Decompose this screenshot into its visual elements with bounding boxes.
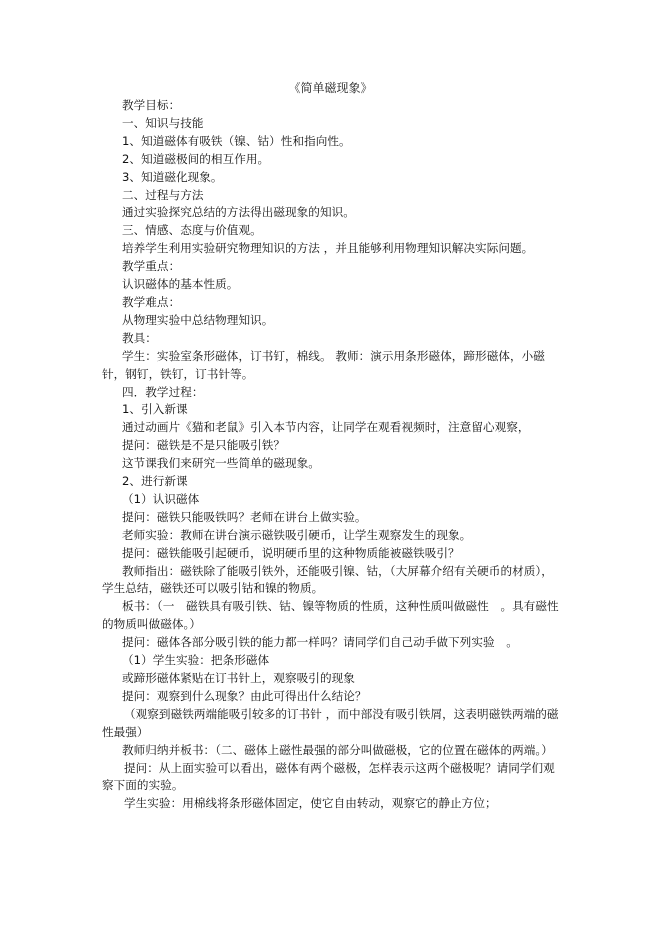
paragraph: 认识磁体的基本性质。 — [122, 277, 239, 292]
paragraph: 四．教学过程： — [122, 384, 204, 399]
paragraph: 3、知道磁化现象。 — [122, 169, 223, 184]
paragraph: 三、情感、态度与价值观。 — [122, 223, 262, 238]
paragraph: 提问：观察到什么现象？由此可得出什么结论？ — [122, 688, 367, 703]
paragraph: 通过动画片《猫和老鼠》引入本节内容，让同学在观看视频时，注意留心观察， — [122, 420, 530, 435]
paragraph: 1、引入新课 — [122, 402, 188, 417]
paragraph: （1）认识磁体 — [122, 491, 200, 506]
paragraph: 教师归纳并板书：（二、磁体上磁性最强的部分叫做磁极，它的位置在磁体的两端。） — [122, 742, 553, 757]
paragraph: 从物理实验中总结物理知识。 — [122, 312, 274, 327]
paragraph: 教学目标： — [122, 98, 181, 112]
paragraph: 1、知道磁体有吸铁（镍、钴）性和指向性。 — [122, 133, 351, 148]
paragraph: （1）学生实验：把条形磁体 — [122, 653, 270, 668]
paragraph: 老师实验：教师在讲台演示磁铁吸引硬币，让学生观察发生的现象。 — [122, 527, 472, 542]
paragraph: 教师指出：磁铁除了能吸引铁外，还能吸引镍、钴，（大屏幕介绍有关硬币的材质），学生总结，磁铁还可以吸引钴和镍的物质。 — [102, 563, 553, 596]
paragraph: 提问：磁体各部分吸引铁的能力都一样吗？请同学们自己动手做下列实验 。 — [122, 635, 518, 650]
paragraph: 这节课我们来研究一些简单的磁现象。 — [122, 456, 320, 471]
paragraph: 学生：实验室条形磁体，订书钉，棉线。 教师：演示用条形磁体，蹄形磁体，小磁针，钢钉，铁钉，订书针等。 — [102, 348, 545, 381]
paragraph: 教具： — [122, 330, 157, 345]
paragraph: 提问：磁铁能吸引起硬币，说明硬币里的这种物质能被磁铁吸引？ — [122, 545, 460, 560]
paragraph: 一、知识与技能 — [122, 115, 204, 130]
document-title: 《简单磁现象》 — [288, 81, 373, 95]
paragraph: 提问：磁铁是不是只能吸引铁？ — [122, 438, 286, 453]
paragraph: 培养学生利用实验研究物理知识的方法 ，并且能够利用物理知识解决实际问题。 — [122, 241, 534, 256]
paragraph: 教学难点： — [122, 294, 181, 309]
paragraph: 教学重点： — [122, 259, 181, 274]
paragraph: 学生实验：用棉线将条形磁体固定，使它自由转动，观察它的静止方位； — [124, 796, 497, 811]
paragraph: 2、进行新课 — [122, 474, 188, 489]
paragraph: 板书：（一 磁铁具有吸引铁、钴、镍等物质的性质，这种性质叫做磁性 。具有磁性的物质叫做磁体。） — [102, 599, 559, 632]
paragraph: 提问：从上面实验可以看出，磁体有两个磁极，怎样表示这两个磁极呢？请同学们观察下面的实验。 — [102, 760, 555, 793]
paragraph: 二、过程与方法 — [122, 187, 204, 202]
document-body — [102, 97, 562, 813]
paragraph: 提问：磁铁只能吸铁吗？老师在讲台上做实验。 — [122, 509, 367, 524]
paragraph: 或蹄形磁体紧贴在订书针上，观察吸引的现象 — [122, 671, 355, 685]
paragraph: （观察到磁铁两端能吸引较多的订书针 ，而中部没有吸引铁屑，这表明磁铁两端的磁性最强） — [102, 706, 559, 739]
paragraph: 通过实验探究总结的方法得出磁现象的知识。 — [122, 205, 355, 220]
paragraph: 2、知道磁极间的相互作用。 — [122, 151, 270, 166]
